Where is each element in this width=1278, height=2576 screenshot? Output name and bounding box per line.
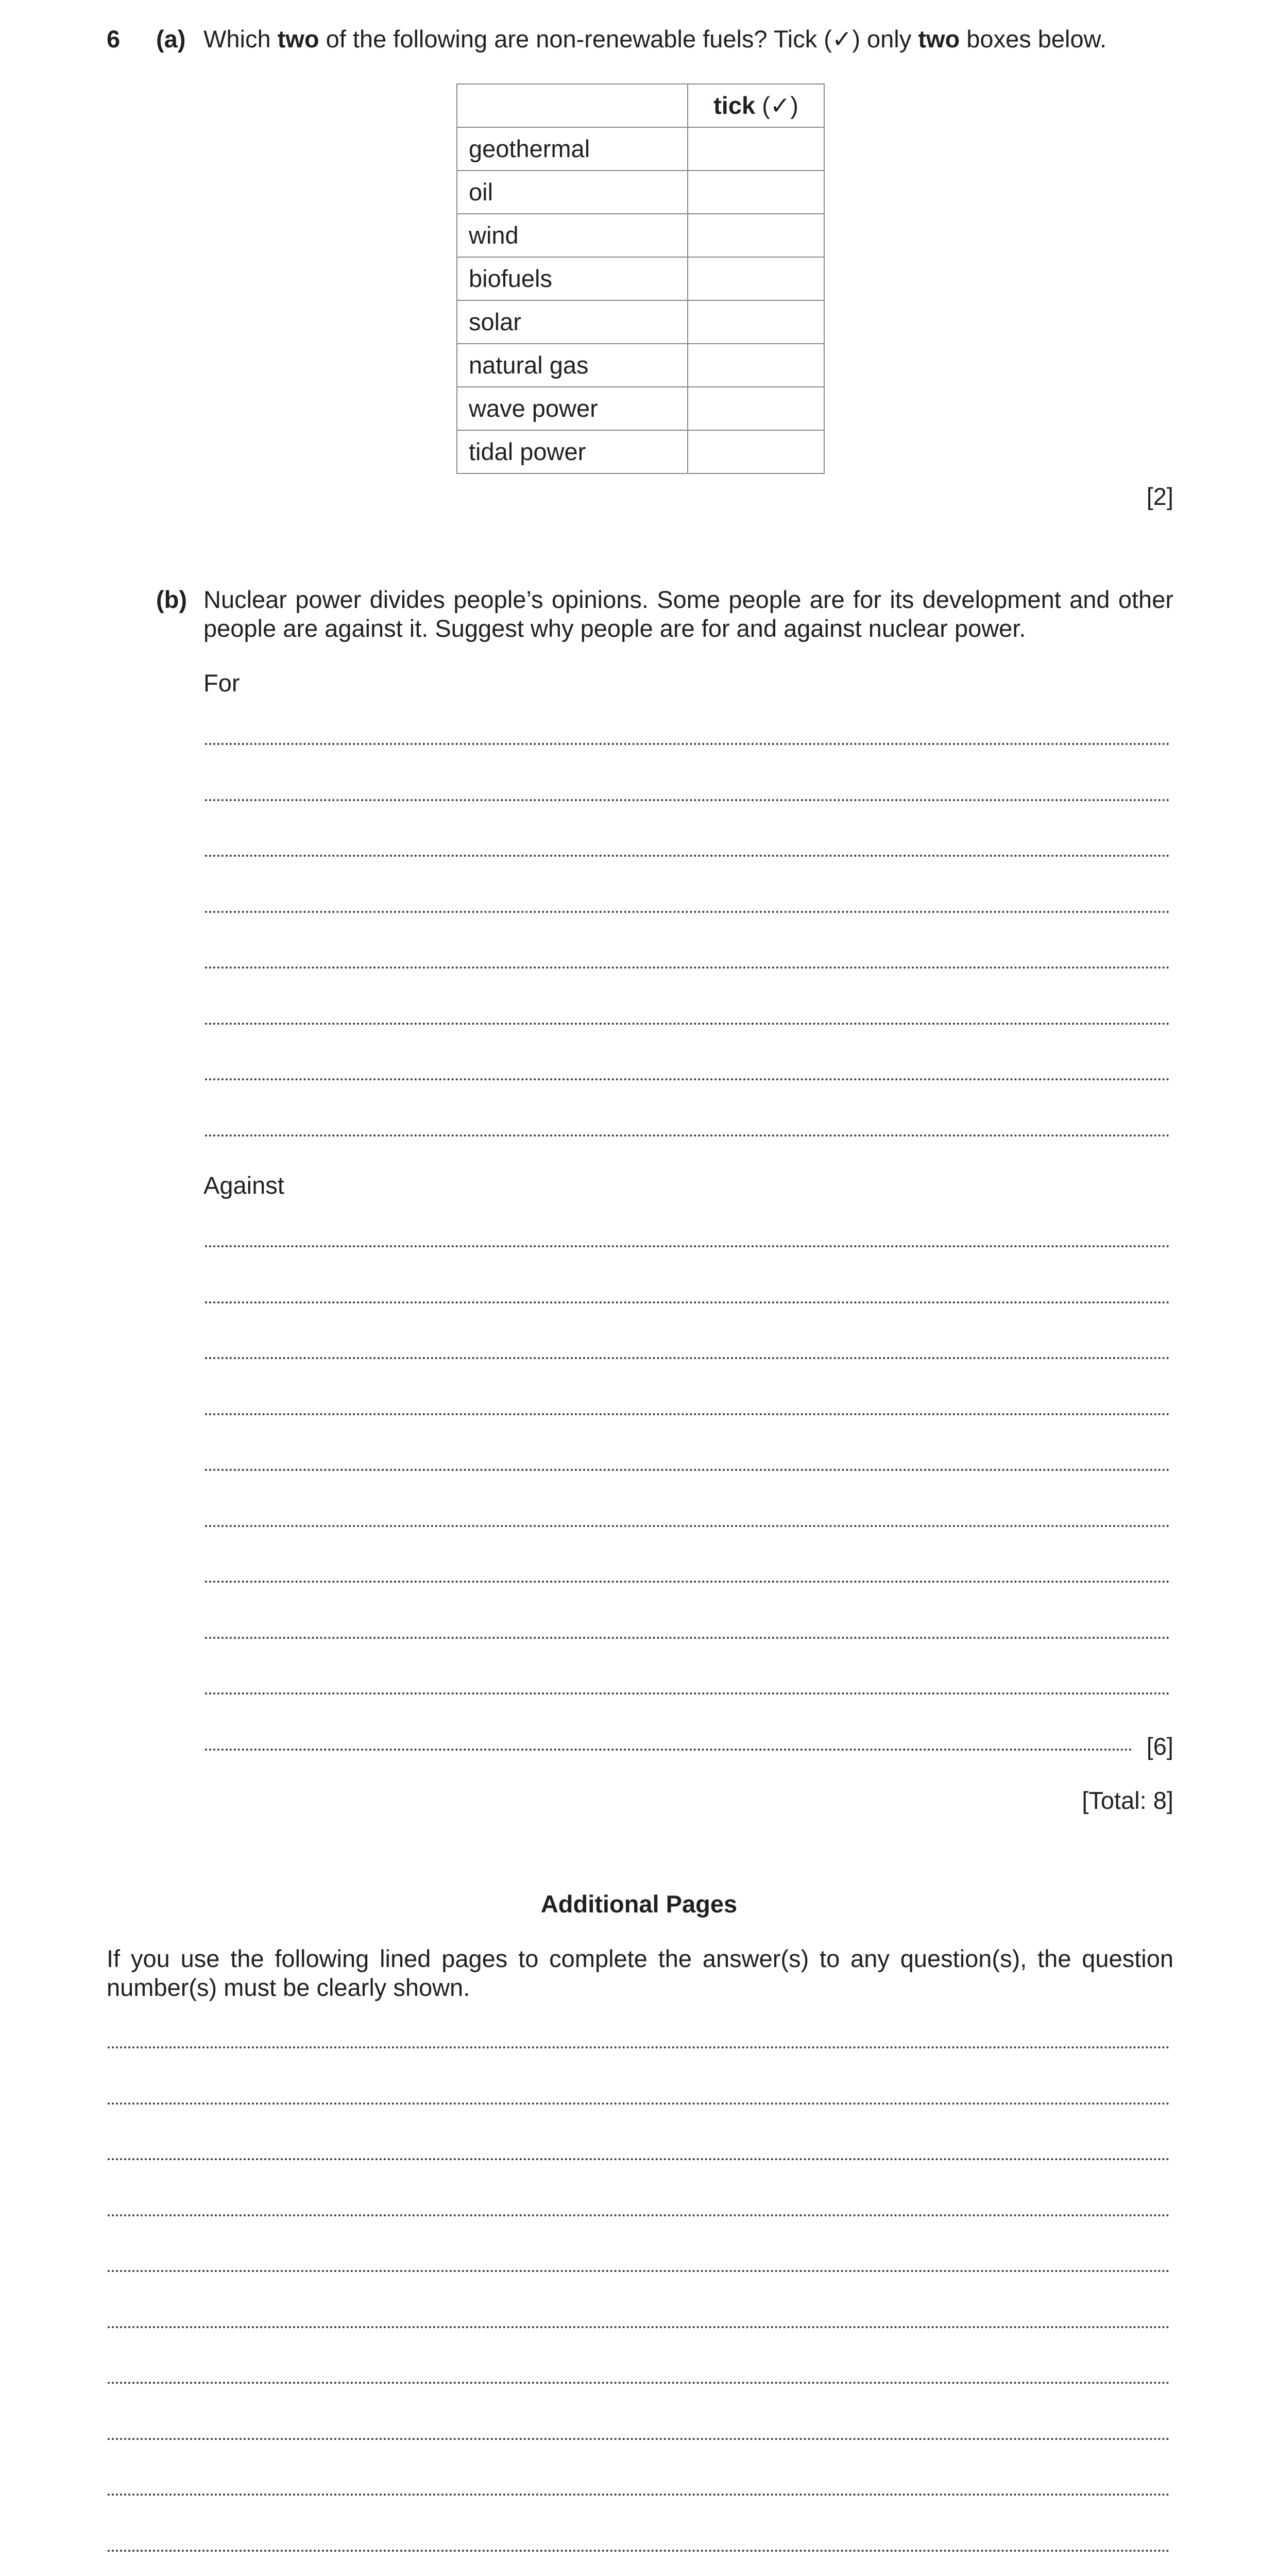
fuel-name: natural gas xyxy=(457,344,688,387)
tick-header-symbol: (✓) xyxy=(762,91,798,119)
fuel-name: wave power xyxy=(457,387,688,430)
answer-line[interactable] xyxy=(205,1525,1170,1527)
answer-line[interactable] xyxy=(205,855,1170,857)
tick-header-label: tick xyxy=(713,91,756,119)
answer-line[interactable] xyxy=(108,2046,1170,2048)
part-a-text-bold-2: two xyxy=(918,25,960,53)
table-row xyxy=(457,127,824,171)
part-a-text-2: of the following are non-renewable fuels? Tick (✓) only xyxy=(319,25,918,53)
answer-line[interactable] xyxy=(205,1245,1170,1247)
fuel-name: oil xyxy=(457,171,688,214)
answer-line[interactable] xyxy=(205,1749,1132,1751)
answer-line[interactable] xyxy=(108,2550,1170,2552)
tick-box[interactable] xyxy=(688,430,824,473)
answer-line[interactable] xyxy=(108,2103,1170,2105)
table-row xyxy=(457,344,824,387)
answer-line[interactable] xyxy=(205,1357,1170,1359)
part-a-question-text xyxy=(203,25,1106,54)
part-b-question-text: Nuclear power divides people’s opinions. Some people are for its development and other people are against it. Suggest why people are for and against nuclear power. xyxy=(203,586,1173,642)
tick-box[interactable] xyxy=(688,387,824,430)
table-header-row xyxy=(457,84,824,127)
table-row xyxy=(457,257,824,300)
tick-box[interactable] xyxy=(688,344,824,387)
tick-box[interactable] xyxy=(688,257,824,300)
tick-box[interactable] xyxy=(688,300,824,344)
answer-line[interactable] xyxy=(205,1301,1170,1303)
answer-line[interactable] xyxy=(108,2326,1170,2328)
table-header-blank xyxy=(457,84,688,127)
tick-box[interactable] xyxy=(688,214,824,257)
part-a-label: (a) xyxy=(156,25,186,53)
for-label: For xyxy=(203,669,240,697)
tick-box[interactable] xyxy=(688,171,824,214)
question-number: 6 xyxy=(107,25,121,53)
answer-line[interactable] xyxy=(205,799,1170,801)
fuel-name: biofuels xyxy=(457,257,688,300)
answer-line[interactable] xyxy=(108,2270,1170,2272)
answer-line[interactable] xyxy=(205,911,1170,913)
answer-line[interactable] xyxy=(205,1078,1170,1080)
answer-line[interactable] xyxy=(205,1581,1170,1583)
answer-line[interactable] xyxy=(205,1469,1170,1471)
table-row xyxy=(457,387,824,430)
answer-line[interactable] xyxy=(205,1637,1170,1639)
part-b-label: (b) xyxy=(156,586,188,613)
answer-line[interactable] xyxy=(108,2382,1170,2384)
answer-line[interactable] xyxy=(205,743,1170,745)
fuel-name: wind xyxy=(457,214,688,257)
table-row xyxy=(457,171,824,214)
answer-line[interactable] xyxy=(108,2438,1170,2440)
additional-pages-instruction: If you use the following lined pages to complete the answer(s) to any question(s), the question number(s) must be clearly shown. xyxy=(107,1945,1173,2002)
answer-line[interactable] xyxy=(108,2214,1170,2216)
additional-pages-title: Additional Pages xyxy=(540,1890,738,1918)
fuel-name: solar xyxy=(457,300,688,344)
part-a-marks: [2] xyxy=(1146,483,1173,510)
answer-line[interactable] xyxy=(108,2158,1170,2160)
part-a-text-bold-1: two xyxy=(277,25,319,53)
table-header-tick xyxy=(688,84,824,127)
against-label: Against xyxy=(203,1172,284,1199)
part-b-marks: [6] xyxy=(1146,1733,1173,1760)
part-a-text-3: boxes below. xyxy=(960,25,1107,53)
answer-line[interactable] xyxy=(205,1413,1170,1415)
table-row xyxy=(457,214,824,257)
answer-line[interactable] xyxy=(205,967,1170,969)
answer-line[interactable] xyxy=(205,1134,1170,1137)
table-row xyxy=(457,300,824,344)
answer-line[interactable] xyxy=(205,1692,1170,1694)
question-total: [Total: 8] xyxy=(1082,1787,1173,1814)
fuel-name: geothermal xyxy=(457,127,688,171)
fuel-name: tidal power xyxy=(457,430,688,473)
table-row xyxy=(457,430,824,473)
fuel-tick-table xyxy=(456,83,825,474)
answer-line[interactable] xyxy=(205,1023,1170,1025)
answer-line[interactable] xyxy=(108,2494,1170,2496)
part-a-text-1: Which xyxy=(203,25,278,53)
tick-box[interactable] xyxy=(688,127,824,171)
